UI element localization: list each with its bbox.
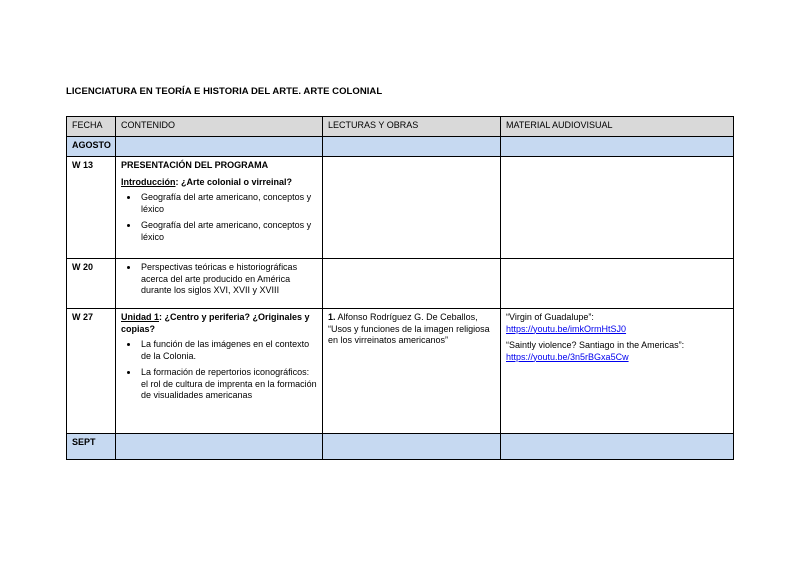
month-cell (323, 434, 501, 460)
topic-list (121, 192, 317, 243)
intro-text: ¿Arte colonial o virreinal? (178, 176, 293, 187)
list-item: • Geografía del arte americano, conceptos y léxico (139, 220, 317, 243)
media-link[interactable]: https://youtu.be/3n5rBGxa5Cw (506, 351, 629, 362)
unit-sep: : (159, 312, 163, 322)
lecturas-cell (323, 259, 501, 309)
header-contenido: CONTENIDO (116, 117, 323, 137)
list-item: • Perspectivas teóricas e historiográficas acerca del arte producido en América durante los siglos XVI, XVII y XVIII (139, 262, 317, 297)
month-cell (323, 137, 501, 157)
unit-label: Unidad 1 (121, 312, 160, 322)
header-lecturas: LECTURAS Y OBRAS (323, 117, 501, 137)
month-label-sept: SEPT (67, 434, 116, 460)
unit-text: ¿Centro y periferia? ¿Originales y copias? (121, 312, 310, 334)
month-cell (501, 434, 734, 460)
program-heading: PRESENTACIÓN DEL PROGRAMA (121, 160, 269, 170)
table-row (67, 309, 734, 434)
month-cell (116, 137, 323, 157)
media-link[interactable]: https://youtu.be/imkOrmHtSJ0 (506, 323, 627, 334)
intro-label: Introducción (121, 176, 176, 187)
intro-line (121, 177, 317, 189)
lecturas-cell (323, 309, 501, 434)
media-title: “Saintly violence? Santiago in the Americas”: (506, 340, 685, 350)
header-material: MATERIAL AUDIOVISUAL (501, 117, 734, 137)
topic-list (121, 339, 317, 402)
topic-list (121, 262, 317, 297)
week-label: W 13 (67, 157, 116, 259)
material-cell (501, 157, 734, 259)
month-label-agosto: AGOSTO (67, 137, 116, 157)
month-cell (501, 137, 734, 157)
month-row-sept (67, 434, 734, 460)
table-row (67, 259, 734, 309)
table-row (67, 157, 734, 259)
week-label: W 20 (67, 259, 116, 309)
material-cell (501, 259, 734, 309)
document-title: LICENCIATURA EN TEORÍA E HISTORIA DEL ARTE. ARTE COLONIAL (66, 86, 383, 97)
schedule-table (66, 116, 734, 460)
reading-number: 1. (328, 312, 336, 322)
reading-entry (328, 312, 495, 347)
contenido-cell (116, 259, 323, 309)
list-item: • La función de las imágenes en el contexto de la Colonia. (139, 339, 317, 362)
lecturas-cell (323, 157, 501, 259)
contenido-cell (116, 309, 323, 434)
media-title: “Virgin of Guadalupe”: (506, 312, 594, 322)
list-item: • La formación de repertorios iconográficos: el rol de cultura de imprenta en la formación de visualidades americanas (139, 367, 317, 402)
unit-line (121, 312, 317, 335)
intro-sep: : (175, 176, 179, 187)
media-entry (506, 340, 728, 363)
media-entry (506, 312, 728, 335)
list-item: • Geografía del arte americano, conceptos y léxico (139, 192, 317, 215)
contenido-cell (116, 157, 323, 259)
reading-text: Alfonso Rodríguez G. De Ceballos, “Usos y funciones de la imagen religiosa en los virreinatos americanos” (328, 312, 490, 345)
header-fecha: FECHA (67, 117, 116, 137)
month-cell (116, 434, 323, 460)
material-cell (501, 309, 734, 434)
table-header-row (67, 117, 734, 137)
month-row-agosto (67, 137, 734, 157)
week-label: W 27 (67, 309, 116, 434)
